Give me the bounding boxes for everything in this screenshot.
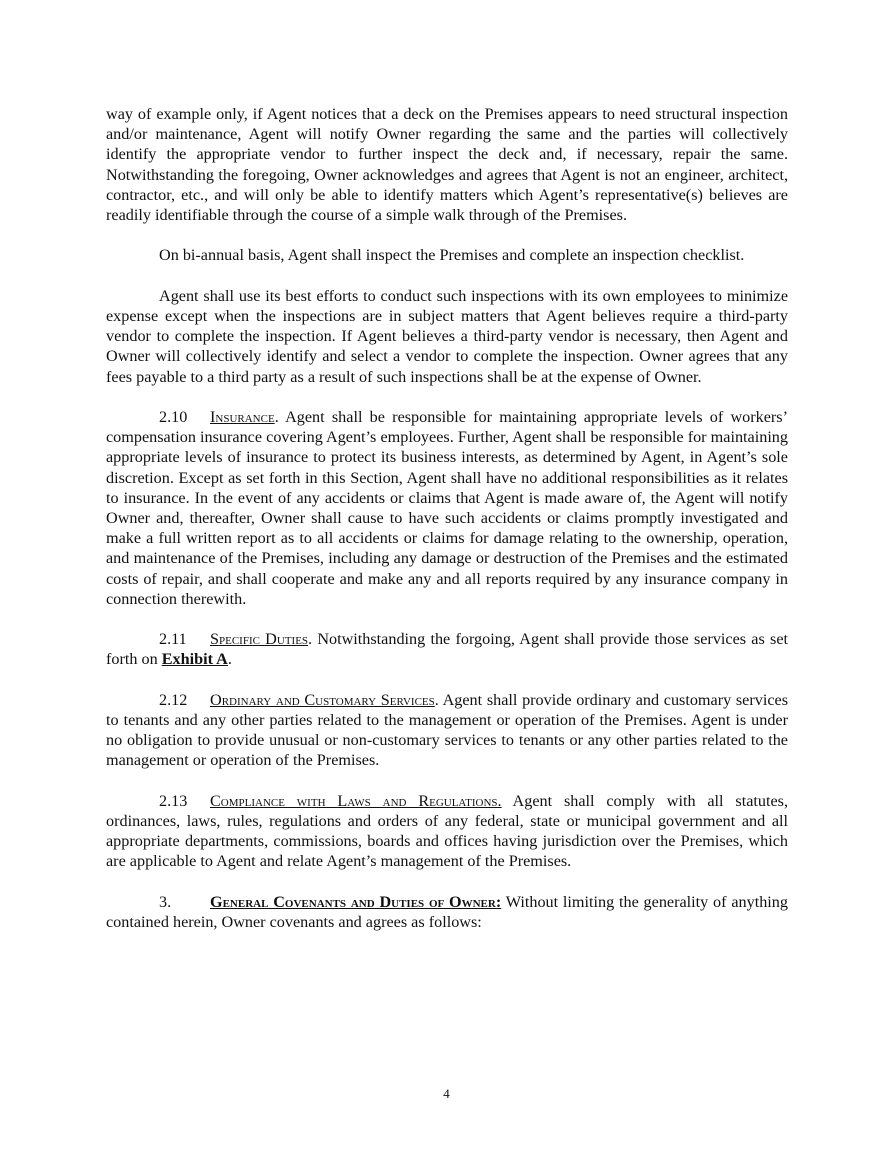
page-number: 4 (443, 1086, 450, 1101)
section-body: Agent shall comply with all statutes, ordinances, laws, rules, regulations and orders of any federal, state or municipal government and all appropriate departments, commissions, boards and offices having jurisdiction over the Premises, which are applicable to Agent and relate Agent’s management of the Premises. (106, 791, 788, 871)
section-number: 2.13 (159, 791, 188, 810)
section-number: 2.10 (159, 408, 188, 426)
section-tail: . (227, 650, 232, 669)
section-heading: Ordinary and Customary Services (210, 690, 435, 709)
document-body (106, 104, 788, 932)
paragraph-continuation: way of example only, if Agent notices that a deck on the Premises appears to need structural inspection and/or maintenance, Agent will notify Owner regarding the same and the parties will collectively identify the appropriate vendor to further inspect the deck and, if necessary, repair the same. Notwithstanding the foregoing, Owner acknowledges and agrees that Agent is not an engineer, architect, contractor, etc., and will only be able to identify matters which Agent’s representative(s) believes are readily identifiable through the course of a simple walk through of the Premises. (106, 105, 788, 225)
section-heading-punct: . (274, 408, 279, 426)
section-2-11 (106, 629, 788, 669)
paragraph-best-efforts: Agent shall use its best efforts to conduct such inspections with its own employees to minimize expense except when the inspections are in subject matters that Agent believes require a third-party vendor to complete the inspection. If Agent believes a third-party vendor is necessary, then Agent and Owner will collectively identify and select a vendor to complete the inspection. Owner agrees that any fees payable to a third party as a result of such inspections shall be at the expense of Owner. (106, 286, 788, 386)
section-2-10 (106, 407, 788, 609)
exhibit-reference: Exhibit A (161, 650, 228, 669)
article-heading: General Covenants and Duties of Owner: (210, 892, 502, 911)
section-body: Agent shall provide ordinary and customary services to tenants and any other parties related to the management or operation of the Premises. Agent is under no obligation to provide unusual or non-customary services to tenants or any other parties related to the management or operation of the Premises. (106, 690, 788, 770)
section-heading: Compliance with Laws and Regulations. (210, 791, 502, 810)
article-body: Without limiting the generality of anything contained herein, Owner covenants and agrees as follows: (106, 892, 788, 932)
section-heading: Specific Duties (210, 630, 309, 649)
section-heading-punct: . (434, 690, 439, 709)
section-body: Notwithstanding the forgoing, Agent shall provide those services as set forth on (106, 630, 789, 669)
paragraph-biannual-inspection: On bi-annual basis, Agent shall inspect the Premises and complete an inspection checklist. (159, 246, 745, 265)
article-number: 3. (159, 892, 172, 911)
section-number: 2.12 (159, 690, 188, 709)
section-2-12 (106, 690, 788, 771)
section-number: 2.11 (159, 630, 187, 649)
article-3 (106, 892, 788, 932)
section-heading: Insurance (210, 408, 275, 426)
section-2-13 (106, 791, 788, 872)
section-heading-punct: . (308, 630, 313, 649)
section-body: Agent shall be responsible for maintaining appropriate levels of workers’ compensation insurance covering Agent’s employees. Further, Agent shall be responsible for maintaining appropriate levels of insurance to protect its business interests, as determined by Agent, in Agent’s sole discretion. Except as set forth in this Section, Agent shall have no additional responsibilities as it relates to insurance. In the event of any accidents or claims that Agent is made aware of, the Agent will notify Owner and, thereafter, Owner shall cause to have such accidents or claims promptly investigated and make a full written report as to all accidents or claims for damage relating to the ownership, operation, and maintenance of the Premises, including any damage or destruction of the Premises and the estimated costs of repair, and shall cooperate and make any and all reports required by any insurance company in connection therewith. (106, 408, 788, 608)
